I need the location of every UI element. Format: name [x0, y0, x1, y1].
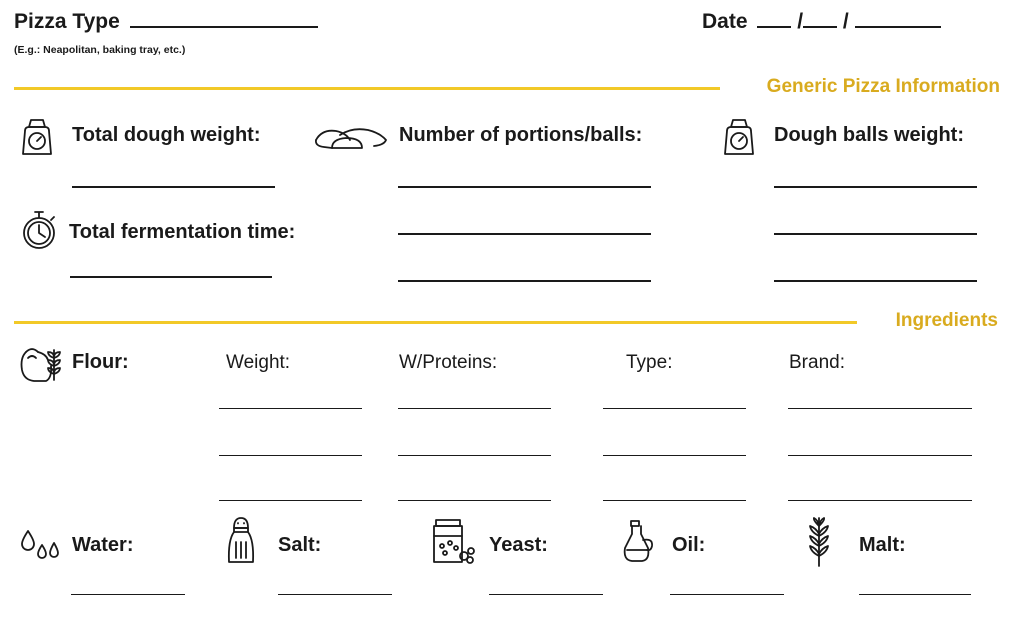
- oil-label: Oil:: [672, 534, 706, 556]
- flour-w-proteins-blank[interactable]: [398, 408, 551, 409]
- section-divider: [14, 87, 720, 90]
- number-of-portions-blank[interactable]: [398, 233, 651, 235]
- salt-blank[interactable]: [278, 594, 392, 595]
- water-drops-icon: [18, 528, 62, 562]
- yeast-label: Yeast:: [489, 534, 548, 556]
- flour-brand-blank[interactable]: [788, 408, 972, 409]
- water-blank[interactable]: [71, 594, 185, 595]
- date-separator: /: [842, 10, 849, 33]
- dough-balls-weight-blank[interactable]: [774, 186, 977, 188]
- type-column-header: Type:: [626, 352, 673, 373]
- flour-weight-blank[interactable]: [219, 408, 362, 409]
- flour-type-blank[interactable]: [603, 455, 746, 456]
- flour-w-proteins-blank[interactable]: [398, 455, 551, 456]
- malt-blank[interactable]: [859, 594, 971, 595]
- w-proteins-column-header: W/Proteins:: [399, 352, 498, 373]
- salt-label: Salt:: [278, 534, 322, 556]
- yeast-blank[interactable]: [489, 594, 603, 595]
- number-of-portions-label: Number of portions/balls:: [399, 124, 643, 146]
- flour-w-proteins-blank[interactable]: [398, 500, 551, 501]
- date-field[interactable]: [702, 10, 941, 34]
- pizza-type-label: Pizza Type: [14, 10, 120, 33]
- ingredients-section-title: Ingredients: [895, 310, 998, 331]
- dough-balls-icon: [312, 126, 390, 152]
- dough-balls-weight-blank[interactable]: [774, 233, 977, 235]
- section-divider: [14, 321, 857, 324]
- pizza-type-field[interactable]: [14, 10, 318, 34]
- weight-column-header: Weight:: [226, 352, 291, 373]
- total-dough-weight-label: Total dough weight:: [72, 124, 261, 146]
- flour-sack-icon: [18, 344, 62, 384]
- flour-brand-blank[interactable]: [788, 455, 972, 456]
- oil-bottle-icon: [622, 518, 658, 564]
- pizza-type-blank[interactable]: [130, 26, 318, 28]
- scale-icon: [722, 118, 756, 156]
- flour-brand-blank[interactable]: [788, 500, 972, 501]
- stopwatch-icon: [22, 210, 58, 252]
- date-label: Date: [702, 10, 748, 33]
- number-of-portions-blank[interactable]: [398, 186, 651, 188]
- dough-balls-weight-blank[interactable]: [774, 280, 977, 282]
- date-month-blank[interactable]: [803, 26, 837, 28]
- date-year-blank[interactable]: [855, 26, 941, 28]
- date-day-blank[interactable]: [757, 26, 791, 28]
- total-dough-weight-blank[interactable]: [72, 186, 275, 188]
- oil-blank[interactable]: [670, 594, 784, 595]
- salt-shaker-icon: [224, 516, 258, 566]
- dough-balls-weight-label: Dough balls weight:: [774, 124, 964, 146]
- total-fermentation-time-blank[interactable]: [70, 276, 272, 278]
- flour-weight-blank[interactable]: [219, 500, 362, 501]
- yeast-jar-icon: [430, 518, 478, 566]
- water-label: Water:: [72, 534, 134, 556]
- flour-type-blank[interactable]: [603, 500, 746, 501]
- generic-section-title: Generic Pizza Information: [766, 76, 1000, 97]
- brand-column-header: Brand:: [789, 352, 845, 373]
- flour-weight-blank[interactable]: [219, 455, 362, 456]
- scale-icon: [20, 118, 54, 156]
- flour-type-blank[interactable]: [603, 408, 746, 409]
- number-of-portions-blank[interactable]: [398, 280, 651, 282]
- date-separator: /: [797, 10, 804, 33]
- pizza-type-hint: (E.g.: Neapolitan, baking tray, etc.): [14, 44, 186, 56]
- flour-label: Flour:: [72, 351, 129, 373]
- wheat-icon: [806, 516, 832, 568]
- total-fermentation-time-label: Total fermentation time:: [69, 221, 296, 243]
- malt-label: Malt:: [859, 534, 906, 556]
